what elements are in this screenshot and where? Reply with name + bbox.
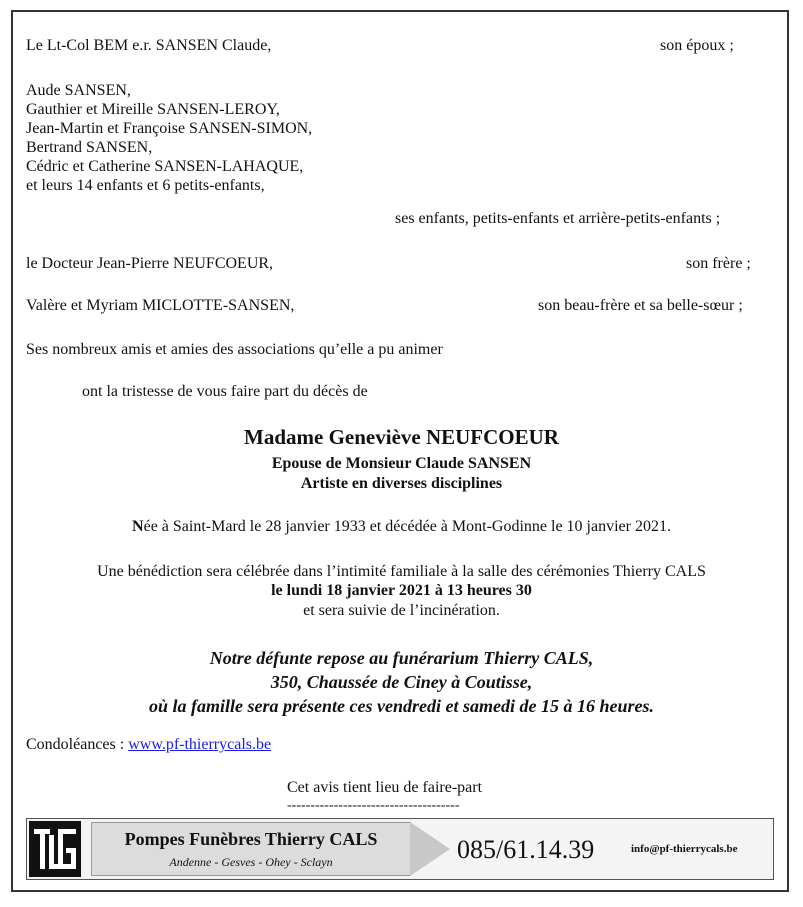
banner-arrow (410, 822, 450, 876)
friends-line: Ses nombreux amis et amies des associations qu’elle a pu animer (26, 341, 443, 358)
deceased-profession: Artiste en diverses disciplines (300, 475, 503, 492)
birth-initial: N (132, 518, 144, 535)
spouse-role: son époux ; (660, 37, 734, 54)
company-banner (91, 822, 411, 876)
birth-death-text: ée à Saint-Mard le 28 janvier 1933 et décédée à Mont-Godinne le 10 janvier 2021. (143, 518, 671, 535)
announce-line: ont la tristesse de vous faire part du décès de (82, 383, 368, 400)
child-line: Jean-Martin et Françoise SANSEN-SIMON, (26, 120, 313, 137)
child-line: Aude SANSEN, (26, 82, 131, 99)
notice-dashes: ------------------------------------- (287, 798, 460, 813)
company-name: Pompes Funèbres Thierry CALS (124, 829, 378, 849)
ceremony-date: le lundi 18 janvier 2021 à 13 heures 30 (271, 582, 532, 599)
deceased-spouse: Epouse de Monsieur Claude SANSEN (271, 455, 532, 472)
company-phone: 085/61.14.39 (457, 835, 595, 864)
child-line: Bertrand SANSEN, (26, 139, 153, 156)
children-list (26, 81, 312, 195)
ceremony-line-3: et sera suivie de l’incinération. (303, 602, 500, 619)
rest-line-1: Notre défunte repose au funérarium Thierry CALS, (209, 648, 594, 668)
rest-line-2: 350, Chaussée de Ciney à Coutisse, (270, 672, 533, 692)
birth-death-line (0, 517, 803, 536)
child-line: Gauthier et Mireille SANSEN-LEROY, (26, 101, 280, 118)
in-laws-role: son beau-frère et sa belle-sœur ; (538, 297, 743, 314)
notice-text: Cet avis tient lieu de faire-part (287, 779, 483, 796)
funeral-logo (29, 821, 81, 877)
company-locations: Andenne - Gesves - Ohey - Sclayn (169, 855, 333, 869)
in-laws-name: Valère et Myriam MICLOTTE-SANSEN, (26, 297, 295, 314)
spouse-name: Le Lt-Col BEM e.r. SANSEN Claude, (26, 37, 272, 54)
company-email: info@pf-thierrycals.be (631, 843, 738, 855)
children-role: ses enfants, petits-enfants et arrière-petits-enfants ; (395, 210, 721, 227)
condolences-label: Condoléances : (26, 736, 129, 753)
brother-role: son frère ; (686, 255, 751, 272)
condolences-link[interactable]: www.pf-thierrycals.be (128, 736, 272, 753)
ceremony-line-1: Une bénédiction sera célébrée dans l’intimité familiale à la salle des cérémonies Thierry CALS (97, 563, 706, 580)
child-line: et leurs 14 enfants et 6 petits-enfants, (26, 177, 265, 194)
footer-banner (26, 818, 774, 880)
brother-name: le Docteur Jean-Pierre NEUFCOEUR, (26, 255, 274, 272)
rest-line-3: où la famille sera présente ces vendredi et samedi de 15 à 16 heures. (149, 696, 654, 716)
child-line: Cédric et Catherine SANSEN-LAHAQUE, (26, 158, 304, 175)
deceased-name: Madame Geneviève NEUFCOEUR (244, 425, 559, 449)
condolences-line (26, 735, 271, 754)
